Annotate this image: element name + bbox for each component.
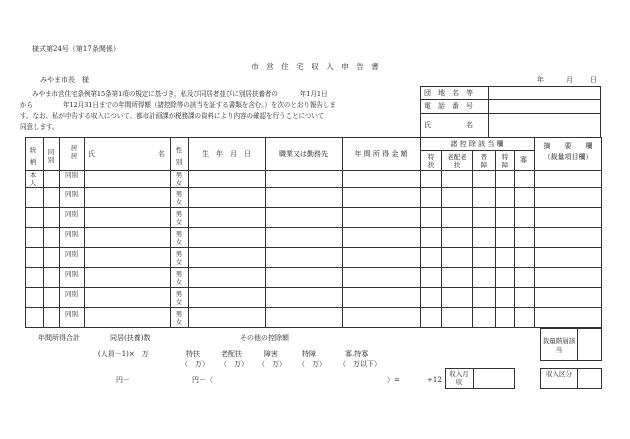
divide-twelve: ÷12 [427, 376, 442, 384]
tokushou-label: 特障 [302, 350, 316, 358]
kafu-label: 寡.特寡 [345, 350, 369, 358]
monthly-income-field[interactable] [474, 369, 514, 388]
phone-label: 電 話 番 号 [424, 102, 473, 110]
name-header-2: 名 [158, 150, 165, 158]
tokushou-amount: （ 万） [298, 360, 326, 368]
row-7-sex[interactable]: 男女 [175, 290, 183, 306]
income-class-label: 収入区分 [546, 370, 572, 378]
row-3-sex[interactable]: 男女 [175, 210, 183, 226]
roufu-amount: （ 万） [220, 360, 248, 368]
name-header: 氏 [88, 150, 95, 158]
deduction-tokufu: 特扶 [427, 153, 435, 169]
kafu-amount: （ 万以下） [339, 360, 381, 368]
form-title: 市 営 住 宅 収 入 申 告 書 [251, 62, 379, 71]
shougai-amount: （ 万） [258, 360, 286, 368]
date-month-label: 月 [566, 76, 573, 84]
deduction-tokushou: 特障 [501, 153, 509, 169]
household-table [25, 137, 602, 328]
row-5-cohabit[interactable]: 同別 [65, 250, 78, 258]
intro-line-2: から 年12月31日までの年間所得額（諸控除等の該当を証する書類を含む。）を次のとおり報告しま [20, 101, 336, 109]
principal-label: 本人 [29, 171, 37, 187]
total-income-label: 年間所得合計 [38, 334, 80, 342]
complex-name-label: 団 地 名 等 [424, 89, 473, 97]
tokufu-label: 特扶 [186, 350, 200, 358]
row-6-cohabit[interactable]: 同別 [65, 270, 78, 278]
row-7-cohabit[interactable]: 同別 [65, 290, 78, 298]
row-6-sex[interactable]: 男女 [175, 270, 183, 286]
deduction-kafu: 寡 [520, 156, 527, 164]
discretionary-label: 裁量階層該当 [542, 337, 576, 354]
row-3-cohabit[interactable]: 同別 [65, 210, 78, 218]
phone-field[interactable] [490, 100, 600, 112]
row-8-sex[interactable]: 男女 [175, 310, 183, 326]
yen-minus-2: 円－（ [192, 376, 213, 384]
income-class-field[interactable] [578, 369, 601, 388]
cohabit-header-2: 居居 [70, 144, 78, 160]
row-5-sex[interactable]: 男女 [175, 250, 183, 266]
dependents-label: 同居(扶養)数 [110, 334, 151, 342]
discretionary-field[interactable] [578, 329, 601, 360]
birthdate-header: 生 年 月 日 [202, 150, 251, 158]
tokufu-amount: （ 万） [181, 360, 209, 368]
addressee: みやま市長 様 [40, 76, 89, 84]
occupation-header: 職業又は勤務先 [279, 150, 328, 158]
annual-income-header: 年 間 所 得 金 額 [354, 150, 408, 158]
row-2-cohabit[interactable]: 同別 [65, 190, 78, 198]
yen-minus-1: 円－ [116, 376, 130, 384]
equals-sign: ）= [387, 376, 400, 384]
roufu-label: 老配扶 [221, 350, 242, 358]
deduction-roufu: 老配老扶 [447, 153, 467, 169]
row-4-cohabit[interactable]: 同別 [65, 230, 78, 238]
row-1-cohabit[interactable]: 同別 [65, 171, 78, 179]
intro-paragraph [20, 89, 419, 133]
row-8-cohabit[interactable]: 同別 [65, 310, 78, 318]
other-deductions-label: その他の控除額 [240, 334, 289, 342]
relation-header: 続 柄 [29, 146, 43, 166]
deduction-futsushou: 普障 [480, 153, 488, 169]
intro-line-1: みやま市営住宅条例第15条第1項の規定に基づき、私及び同居者並びに別居扶養者の 年1月1日 [32, 90, 328, 98]
shougai-label: 障害 [264, 350, 278, 358]
date-day-label: 日 [590, 76, 597, 84]
complex-name-field[interactable] [490, 87, 600, 98]
intro-line-3: す。なお、私が申告する収入について、都市計画課が税務課の資料により内容の確認を行うことについて [20, 112, 325, 120]
remarks-header: 摘 要 欄 [543, 142, 593, 150]
intro-line-4: 同意します。 [20, 123, 59, 131]
date-year-label: 年 [537, 76, 544, 84]
cohabit-header: 同別 [47, 148, 55, 164]
row-2-sex[interactable]: 男女 [175, 190, 183, 206]
sex-header: 性別 [175, 146, 183, 166]
remarks-subheader: （裁量項目欄） [543, 153, 593, 161]
deductions-header: 諸 控 除 該 当 欄 [450, 140, 504, 148]
row-4-sex[interactable]: 男女 [175, 230, 183, 246]
monthly-income-label: 収入月収 [449, 370, 469, 386]
name-field[interactable] [490, 114, 600, 137]
members-formula: (人員－1)× 万 [98, 350, 149, 358]
form-number: 様式第24号（第17条関係） [32, 45, 120, 53]
row-1-sex[interactable]: 男女 [175, 171, 183, 187]
name-label: 氏 名 [424, 121, 473, 129]
